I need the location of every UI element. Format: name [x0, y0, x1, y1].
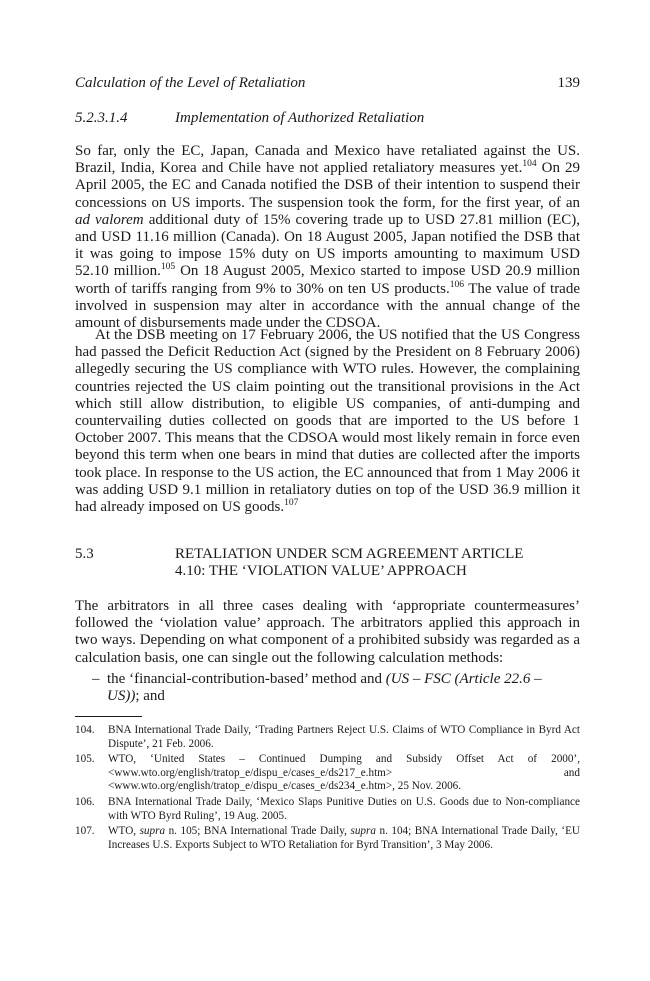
list-item-text: the ‘financial-contribution-based’ method and	[107, 671, 386, 687]
footnote-ref-107: 107	[284, 498, 299, 509]
footnote-number: 105.	[75, 753, 95, 766]
footnote-text	[108, 825, 580, 851]
paragraph-1	[75, 143, 580, 332]
section-title-line-1: RETALIATION UNDER SCM AGREEMENT ARTICLE	[175, 546, 524, 562]
footnote-107	[75, 825, 580, 852]
section-title-line-2: 4.10: THE ‘VIOLATION VALUE’ APPROACH	[175, 563, 467, 580]
list-item	[92, 671, 580, 706]
subsection-title: Implementation of Authorized Retaliation	[175, 110, 425, 126]
footnote-text-b: n. 105; BNA International Trade Daily,	[165, 825, 351, 838]
section-title	[175, 546, 580, 581]
footnote-text-c: n. 104; BNA International Trade Daily, ‘EU Increases U.S. Exports Subject to WTO Retaliation for Byrd Transition’, 3 May 2006.	[108, 825, 580, 851]
paragraph-3: The arbitrators in all three cases dealing with ‘appropriate countermeasures’ followed the ‘violation value’ approach. The arbitrators applied this approach in two ways. Depending on what component of a prohibited subsidy was regarded as a calculation basis, one can single out the following calculation methods:	[75, 598, 580, 666]
paragraph-2	[75, 327, 580, 516]
section-heading	[75, 546, 580, 581]
section-number: 5.3	[75, 546, 94, 562]
paragraph-1-text-b: On 29 April 2005, the EC and Canada notified the DSB of their intention to suspend their concessions on US imports. The suspension took the form, for the first year, of an	[75, 160, 580, 211]
footnote-text: WTO, ‘United States – Continued Dumping and Subsidy Offset Act of 2000’, <www.wto.org/english/tratop_e/dispu_e/cases_e/ds217_e.htm> and <www.wto.org/english/tratop_e/dispu_e/cases_e/ds234_e.htm>, 25 Nov. 2006.	[108, 753, 580, 793]
paragraph-1-italic: ad valorem	[75, 211, 144, 228]
footnote-italic-2: supra	[350, 825, 376, 838]
paragraph-1-text-a: So far, only the EC, Japan, Canada and Mexico have retaliated against the US. Brazil, India, Korea and Chile have not applied retaliatory measures yet.	[75, 143, 580, 177]
footnote-106	[75, 796, 580, 823]
list-dash: –	[92, 671, 100, 687]
paragraph-1-text-d: On 18 August 2005, Mexico started to impose USD 20.9 million worth of tariffs ranging from 9% to 30% on ten US products.	[75, 263, 580, 297]
subsection-heading	[75, 109, 580, 127]
running-head-title: Calculation of the Level of Retaliation	[75, 75, 306, 91]
list-item-italic-1: (US – FSC (Article 22.6 –	[385, 671, 542, 687]
footnote-text: BNA International Trade Daily, ‘Trading Partners Reject U.S. Claims of WTO Compliance in Byrd Act Dispute’, 21 Feb. 2006.	[108, 724, 580, 750]
footnote-text: BNA International Trade Daily, ‘Mexico Slaps Punitive Duties on U.S. Goods due to Non-compliance with WTO Byrd Ruling’, 19 Aug. 2005.	[108, 795, 580, 822]
running-head	[75, 74, 580, 92]
footnote-italic-1: supra	[139, 825, 166, 838]
footnote-text-a: WTO,	[108, 825, 140, 838]
subsection-number: 5.2.3.1.4	[75, 110, 128, 126]
page-number: 139	[557, 75, 580, 91]
footnotes	[75, 724, 580, 854]
footnote-number: 106.	[75, 795, 95, 808]
paragraph-1-text-e: The value of trade involved in suspension may alter in accordance with the annual change of the amount of disbursements made under the CDSOA.	[75, 280, 581, 332]
footnote-105	[75, 753, 580, 794]
footnote-104	[75, 724, 580, 751]
footnote-number: 107.	[75, 825, 95, 838]
footnote-number: 104.	[75, 724, 95, 736]
footnote-ref-106: 106	[449, 279, 464, 290]
footnote-ref-105: 105	[160, 262, 176, 273]
list-item-italic-2: US))	[107, 688, 136, 705]
paragraph-2-text: At the DSB meeting on 17 February 2006, the US notified that the US Congress had passed the Deficit Reduction Act (signed by the President on 8 February 2006) allegedly securing the US compliance with WTO rules. However, the complaining countries rejected the US claim pointing out the transitional provisions in the Act which still allow distribution, to eligible US companies, of anti-dumping and countervailing duties collected on goods that are imported to the US before 1 October 2007. This means that the CDSOA would most likely remain in force even beyond this term when one bears in mind that duties are collected after the imports took place. In response to the US action, the EC announced that from 1 May 2006 it was adding USD 9.1 million in retaliatory duties on top of the USD 36.9 million it had already imposed on US goods.	[75, 327, 580, 516]
footnote-divider	[75, 716, 142, 717]
paragraph-1-text-c: additional duty of 15% covering trade up to USD 27.81 million (EC), and USD 11.16 million (Canada). On 18 August 2005, Japan notified the DSB that it was going to impose 15% duty on US imports amounting to maximum USD 52.10 million.	[75, 211, 580, 280]
footnote-ref-104: 104	[522, 159, 537, 170]
list-item-tail: ; and	[135, 688, 165, 705]
